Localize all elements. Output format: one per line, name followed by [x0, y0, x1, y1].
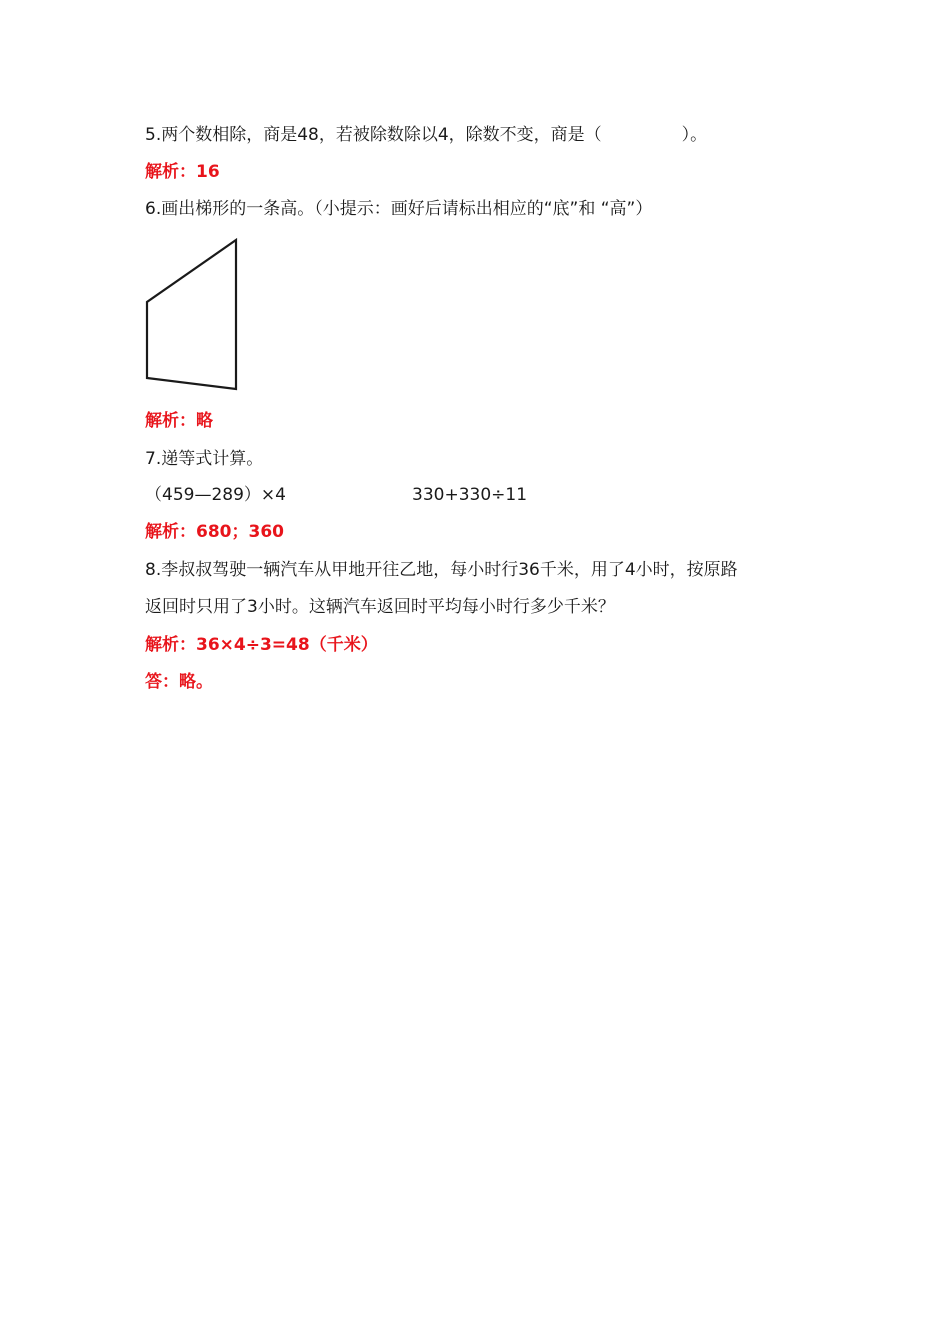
question-7: 7.递等式计算。 — [145, 449, 264, 469]
question-8-line-1: 8.李叔叔驾驶一辆汽车从甲地开往乙地，每小时行36千米，用了4小时，按原路 — [145, 560, 738, 580]
answer-8: 解析：36×4÷3=48（千米） — [145, 635, 378, 655]
question-6: 6.画出梯形的一条高。（小提示：画好后请标出相应的“底”和 “高”） — [145, 199, 653, 219]
answer-7: 解析：680；360 — [145, 522, 284, 542]
trapezoid-shape — [140, 232, 250, 394]
answer-6: 解析：略 — [145, 411, 213, 431]
expression-2: 330+330÷11 — [412, 485, 528, 505]
trapezoid-figure — [140, 232, 250, 398]
question-5-text: 5.两个数相除，商是48，若被除数除以4，除数不变，商是（ — [145, 125, 602, 145]
question-5-close: ）。 — [681, 125, 708, 145]
question-8-line-2: 返回时只用了3小时。这辆汽车返回时平均每小时行多少千米？ — [145, 597, 615, 617]
question-5 — [145, 124, 707, 146]
answer-8-conclusion: 答：略。 — [145, 672, 213, 692]
answer-5: 解析：16 — [145, 162, 220, 182]
expression-1: （459—289）×4 — [145, 485, 286, 505]
